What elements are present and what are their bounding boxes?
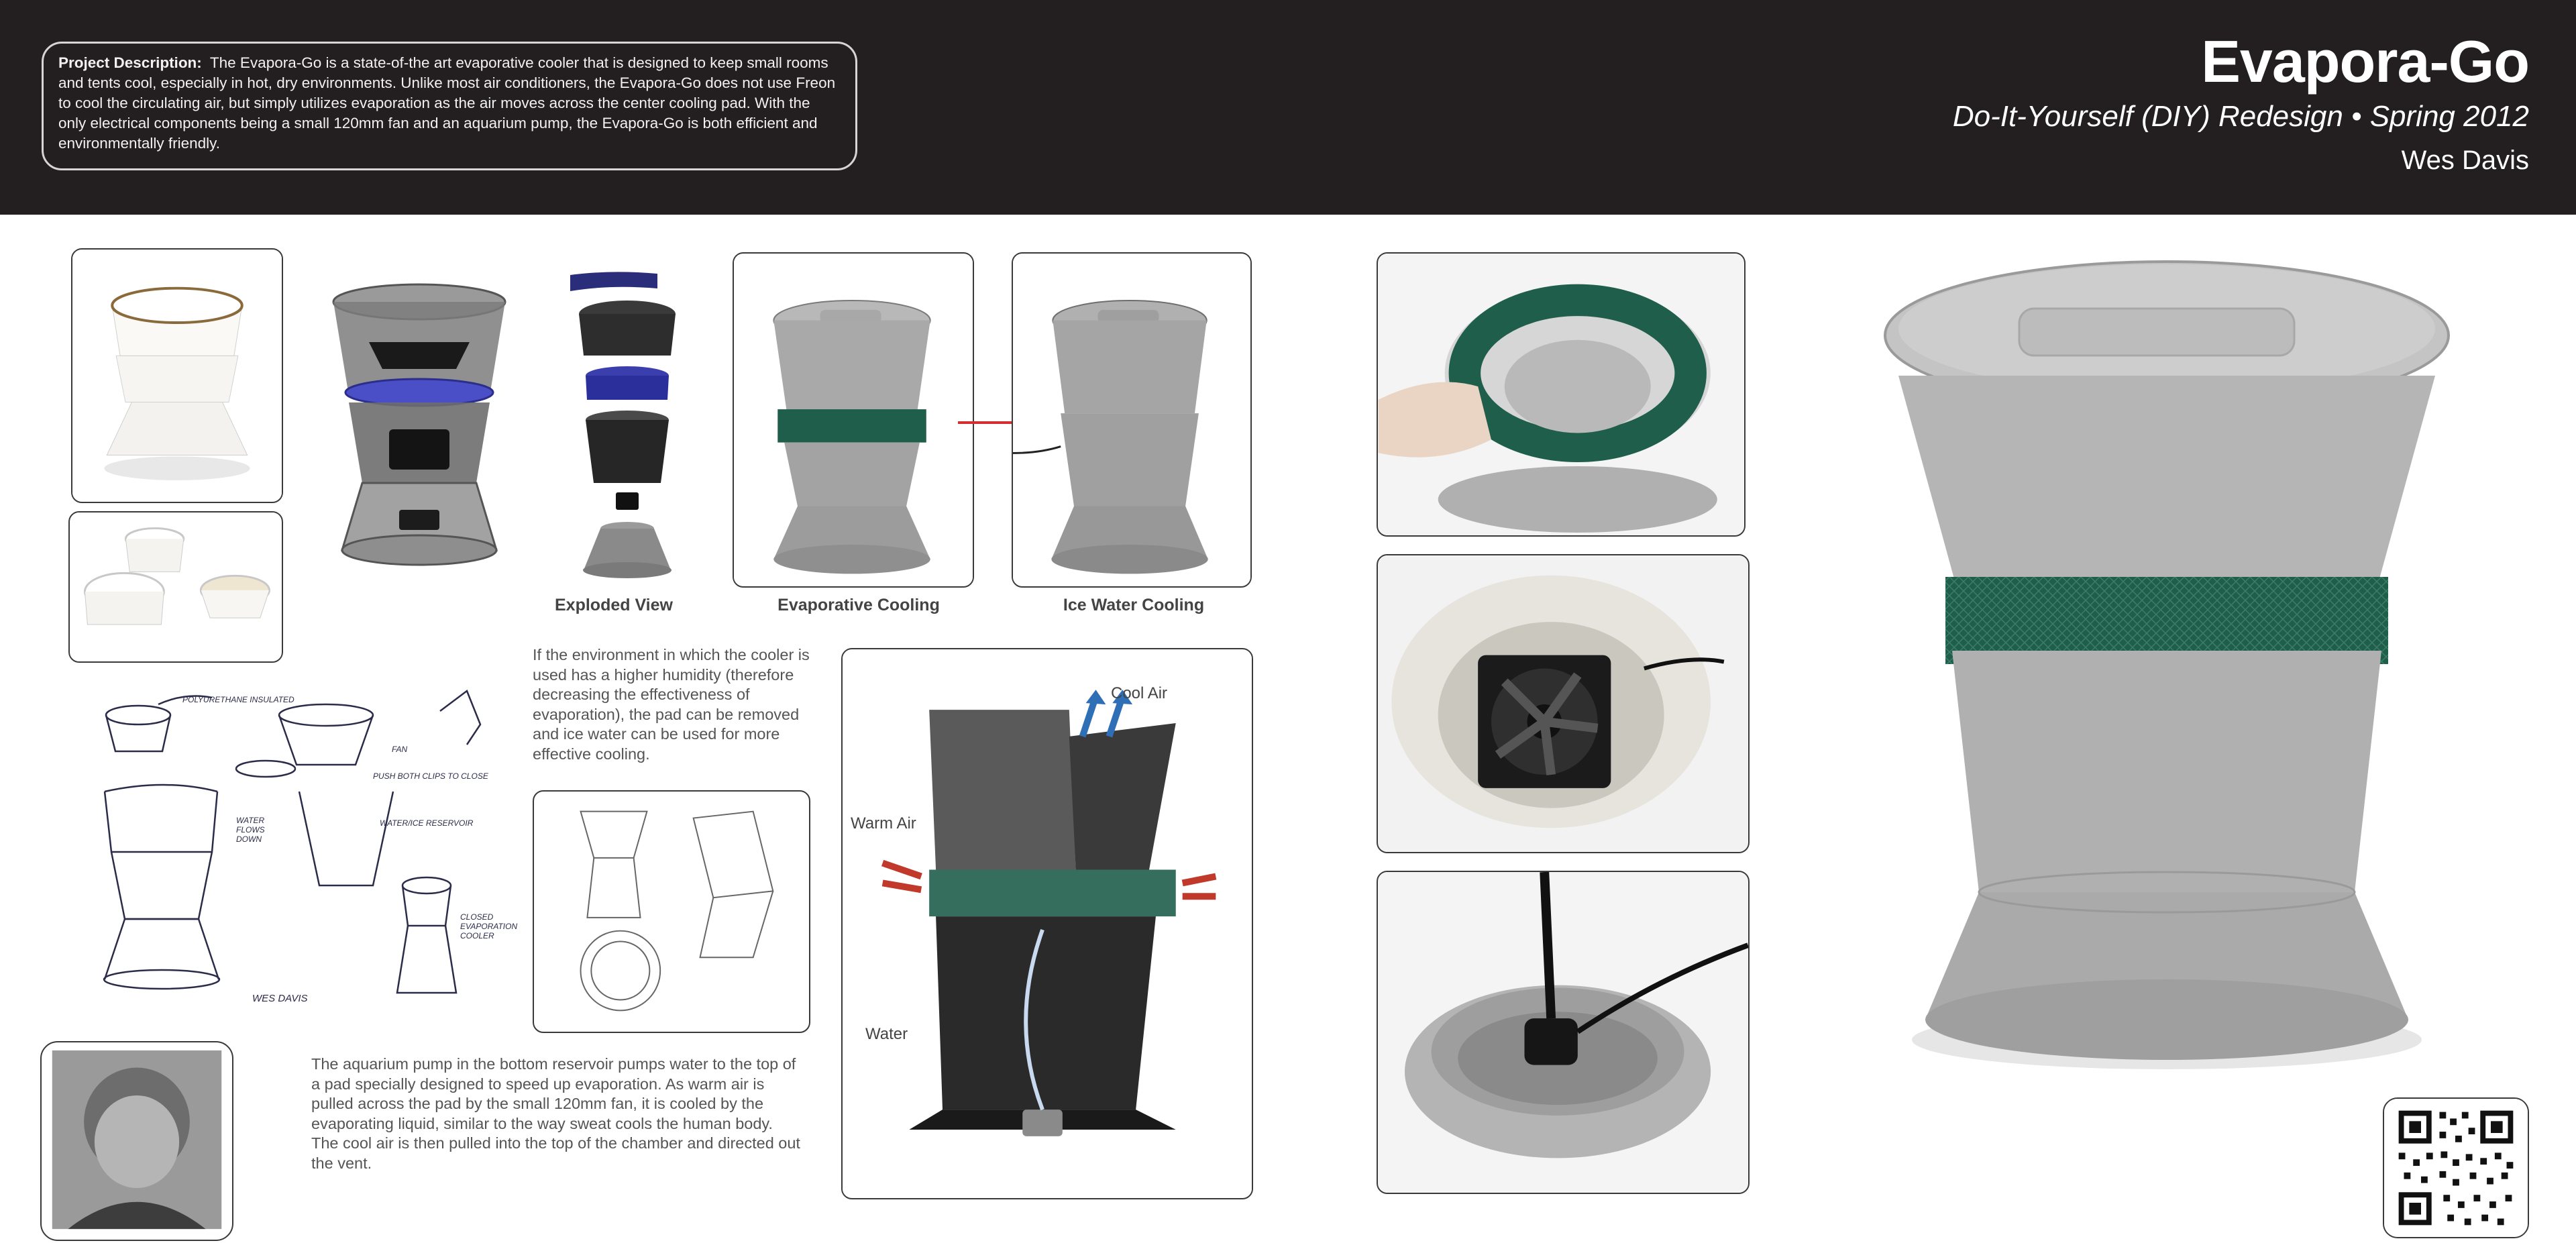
description-text: The Evapora-Go is a state-of-the art evaporative cooler that is designed to keep small rooms and tents cool, especially in hot, dry environments. Unlike most air conditioners, the Evapora-Go does not use Freon to cool the circulating air, but simply utilizes evaporation as the air moves across the center cooling pad. With the only electrical components being a small 120mm fan and an aquarium pump, the Evapora-Go is both efficient and environmentally friendly. bbox=[58, 54, 836, 152]
sketch-note-2: FAN bbox=[392, 745, 408, 754]
sketch-image bbox=[64, 684, 518, 1020]
hero-cooler-image bbox=[1865, 248, 2469, 1080]
sketch-note-3: PUSH BOTH CLIPS TO CLOSE bbox=[373, 771, 488, 781]
pad-removal-image bbox=[1378, 254, 1744, 535]
title-block bbox=[1953, 27, 2529, 180]
evaporative-image bbox=[734, 254, 973, 586]
airflow-diagram-frame bbox=[841, 648, 1253, 1199]
white-cooler-render bbox=[71, 248, 283, 503]
portrait-photo-frame bbox=[40, 1041, 233, 1241]
project-description-box bbox=[42, 42, 857, 170]
exploded-view-render bbox=[557, 268, 698, 584]
reservoir-pump-photo bbox=[1377, 871, 1750, 1194]
sketch-note-5: WATER FLOWS DOWN bbox=[236, 816, 265, 844]
sketch-note-4: WATER/ICE RESERVOIR bbox=[380, 818, 474, 828]
translucent-cutaway-render bbox=[322, 282, 517, 584]
caption-evaporative-cooling: Evaporative Cooling bbox=[777, 596, 940, 614]
label-cool-air: Cool Air bbox=[1111, 684, 1168, 702]
reservoir-pump-image bbox=[1378, 872, 1748, 1193]
concept-sketch bbox=[64, 684, 518, 1020]
author-name: Wes Davis bbox=[2401, 146, 2529, 175]
label-warm-air: Warm Air bbox=[851, 814, 916, 832]
white-cooler-image bbox=[72, 250, 282, 502]
pad-removal-photo bbox=[1377, 252, 1746, 537]
line-drawing-image bbox=[534, 792, 809, 1032]
caption-ice-water-cooling: Ice Water Cooling bbox=[1063, 596, 1205, 614]
ice-water-image bbox=[1013, 254, 1250, 586]
project-title: Evapora-Go bbox=[2201, 28, 2529, 95]
qr-code-icon bbox=[2384, 1099, 2528, 1237]
sketch-note-1: POLYURETHANE INSULATED bbox=[182, 695, 294, 704]
evaporative-cooling-photo bbox=[733, 252, 974, 588]
ice-water-cooling-photo bbox=[1012, 252, 1252, 588]
humidity-paragraph: If the environment in which the cooler is used has a higher humidity (therefore decreasing the effectiveness of evaporation), the pad can be removed and ice water can be used for more effective cooling. bbox=[533, 646, 810, 763]
label-water: Water bbox=[865, 1025, 908, 1043]
fan-bowl-image bbox=[1378, 555, 1748, 852]
line-drawing-frame bbox=[533, 790, 810, 1033]
description-label: Project Description: bbox=[58, 54, 202, 71]
sketch-signature: WES DAVIS bbox=[252, 993, 308, 1004]
project-subtitle: Do-It-Yourself (DIY) Redesign • Spring 2012 bbox=[1952, 100, 2529, 133]
white-parts-image bbox=[70, 512, 282, 661]
fan-bowl-photo bbox=[1377, 554, 1750, 853]
white-cooler-parts-render bbox=[68, 511, 283, 663]
caption-exploded-view: Exploded View bbox=[555, 596, 673, 614]
hero-cooler-photo bbox=[1865, 248, 2469, 1080]
cutaway-image bbox=[322, 282, 517, 584]
pump-paragraph: The aquarium pump in the bottom reservoir pumps water to the top of a pad specially designed to speed up evaporation. As warm air is pulled across the pad by the small 120mm fan, it is cooled by the evaporating liquid, similar to the way sweat cools the human body. The cool air is then pulled into the top of the chamber and directed out the vent. bbox=[311, 1055, 800, 1172]
exploded-image bbox=[557, 268, 698, 584]
qr-code-frame[interactable] bbox=[2383, 1097, 2529, 1238]
header-band bbox=[0, 0, 2576, 215]
portrait-photo bbox=[42, 1042, 232, 1240]
sketch-note-6: CLOSED EVAPORATION COOLER bbox=[460, 912, 518, 940]
airflow-diagram-image bbox=[843, 649, 1252, 1198]
